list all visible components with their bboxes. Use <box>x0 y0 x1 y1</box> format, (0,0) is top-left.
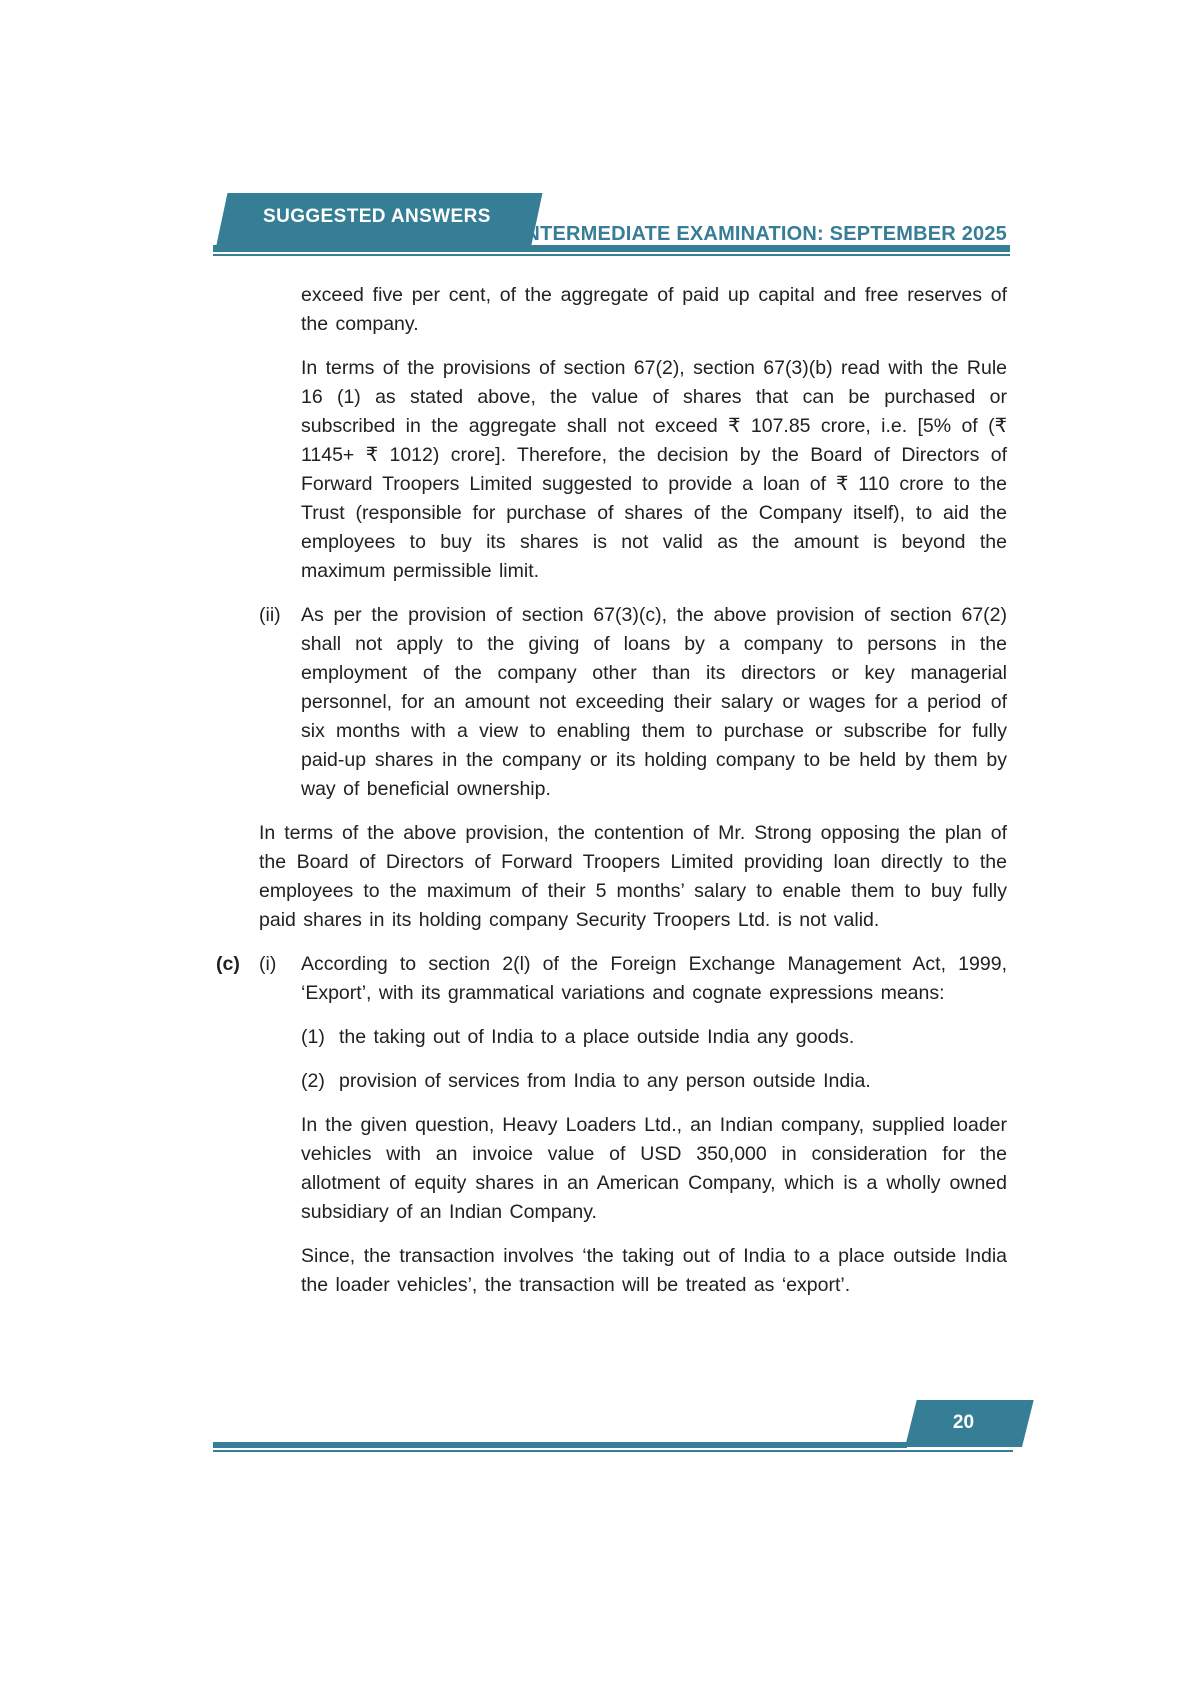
paragraph-mr-strong: In terms of the above provision, the contention of Mr. Strong opposing the plan of the Board of Directors of Forward Troopers Limited providing loan directly to the employees to the maximum of their 5 months’ salary to enable them to buy fully paid shares in its holding company Security Troopers Ltd. is not valid. <box>259 822 1007 931</box>
header-rule-thin <box>213 254 1010 256</box>
page-number: 20 <box>952 1412 975 1433</box>
list-item-ii-text: As per the provision of section 67(3)(c), the above provision of section 67(2) shall not apply to the giving of loans by a company to persons in the employment of the company other than its directors or key managerial personnel, for an amount not exceeding their salary or wages for a period of six months with a view to enabling them to purchase or subscribe for fully paid-up shares in the company or its holding company to be held by them by way of beneficial ownership. <box>301 604 1007 800</box>
list-marker-i: (i) <box>259 953 277 975</box>
list-marker-c: (c) <box>216 953 240 975</box>
list-marker-ii: (ii) <box>259 604 281 626</box>
paragraph-export-conclusion: Since, the transaction involves ‘the taking out of India to a place outside India the loader vehicles’, the transaction will be treated as ‘export’. <box>301 1245 1007 1296</box>
list-item-1-text: the taking out of India to a place outside India any goods. <box>339 1026 855 1048</box>
list-marker-1: (1) <box>301 1026 325 1048</box>
list-item-ii <box>259 601 1007 804</box>
list-item-2 <box>301 1067 1007 1096</box>
paragraph-heavy-loaders: In the given question, Heavy Loaders Ltd., an Indian company, supplied loader vehicles with an invoice value of USD 350,000 in consideration for the allotment of equity shares in an American Company, which is a wholly owned subsidiary of an Indian Company. <box>301 1114 1007 1223</box>
list-item-1 <box>301 1023 1007 1052</box>
paragraph-capital-reserves: exceed five per cent, of the aggregate of paid up capital and free reserves of the company. <box>301 284 1007 335</box>
answer-content <box>0 281 1191 1315</box>
list-item-c-i <box>216 950 1007 1008</box>
header-badge-label: SUGGESTED ANSWERS <box>263 206 491 227</box>
header-title: INTERMEDIATE EXAMINATION: SEPTEMBER 2025 <box>519 223 1007 245</box>
list-marker-2: (2) <box>301 1070 325 1092</box>
footer-rule-thick <box>213 1442 907 1448</box>
list-item-c-i-text: According to section 2(l) of the Foreign Exchange Management Act, 1999, ‘Export’, with its grammatical variations and cognate expressions means: <box>301 953 1007 1004</box>
paragraph-section-67: In terms of the provisions of section 67(2), section 67(3)(b) read with the Rule 16 (1) as stated above, the value of shares that can be purchased or subscribed in the aggregate shall not exceed ₹ 107.85 crore, i.e. [5% of (₹ 1145+ ₹ 1012) crore]. Therefore, the decision by the Board of Directors of Forward Troopers Limited suggested to provide a loan of ₹ 110 crore to the Trust (responsible for purchase of shares of the Company itself), to aid the employees to buy its shares is not valid as the amount is beyond the maximum permissible limit. <box>301 357 1007 582</box>
footer-rule-thin <box>213 1450 1013 1452</box>
list-item-2-text: provision of services from India to any person outside India. <box>339 1070 871 1092</box>
